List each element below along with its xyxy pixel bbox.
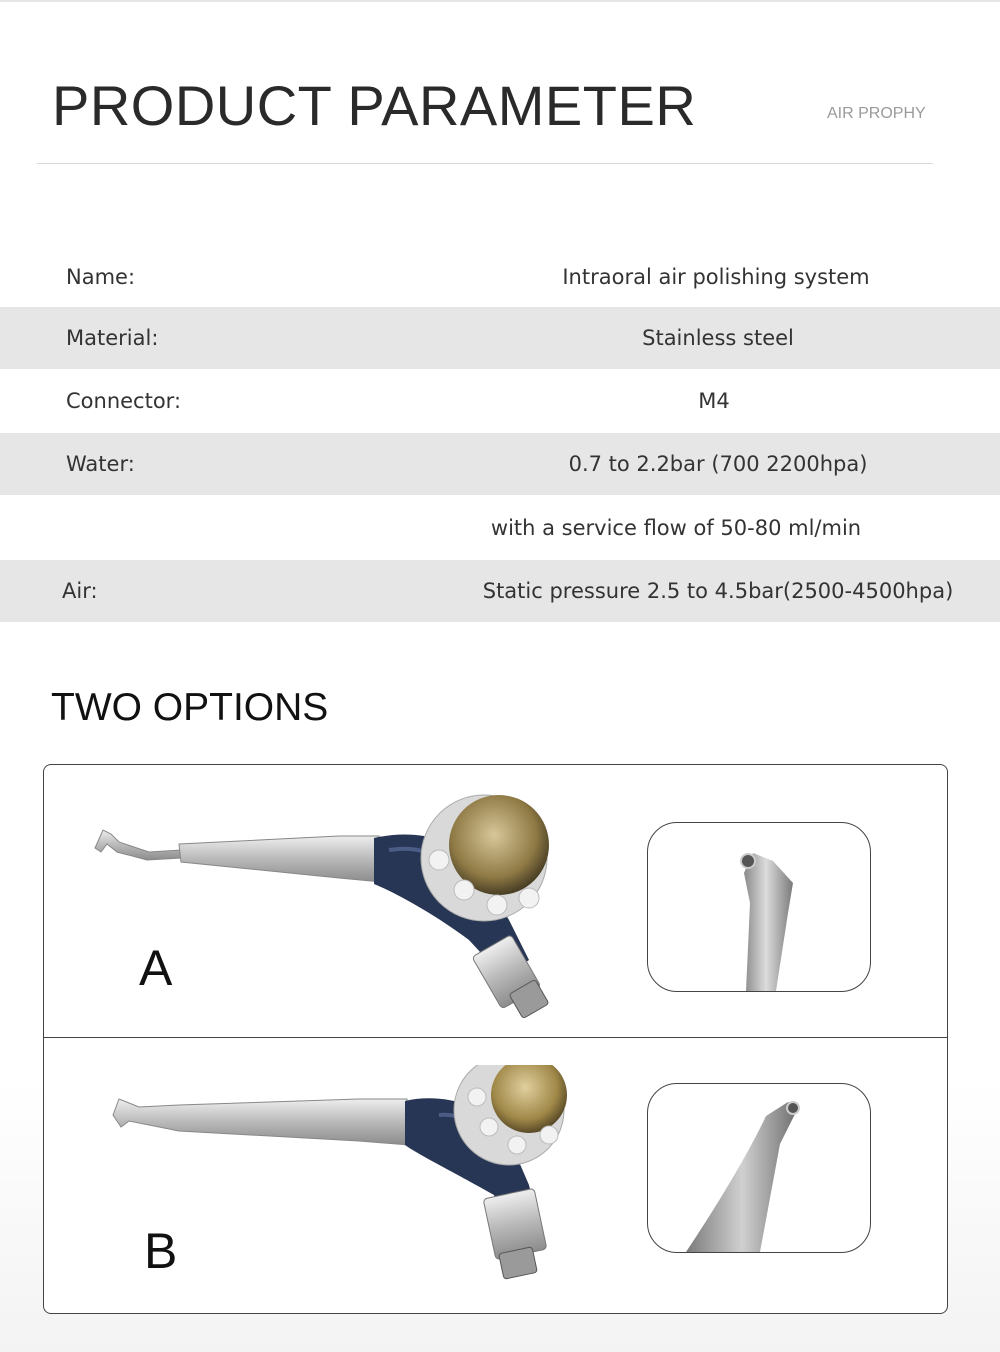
param-row-connector [0,370,1000,432]
param-label: Material: [66,326,159,350]
param-value: Stainless steel [642,326,794,350]
options-divider [44,1037,947,1038]
param-value: Intraoral air polishing system [562,265,870,289]
air-polisher-handpiece-b-icon [109,1065,569,1280]
param-row-material [0,307,1000,369]
param-label: Water: [66,452,135,476]
tip-a-closeup-icon [648,823,870,991]
option-b-tip-closeup [647,1083,871,1253]
param-label: Air: [62,579,98,603]
page-subtitle: AIR PROPHY [827,105,926,122]
option-a-tip-closeup [647,822,871,992]
title-divider [37,163,933,164]
param-value: with a service flow of 50-80 ml/min [490,516,862,540]
param-value: Static pressure 2.5 to 4.5bar(2500-4500hpa) [482,579,954,603]
option-letter-a: A [139,940,173,996]
param-value: M4 [698,389,730,413]
param-row-air [0,560,1000,622]
options-panel [43,764,948,1314]
param-row-water-flow [0,497,1000,559]
param-label: Name: [66,265,136,289]
param-row-water [0,433,1000,495]
top-rule [0,0,1000,2]
param-label: Connector: [66,389,182,413]
param-row-name [0,246,1000,308]
tip-b-closeup-icon [648,1084,870,1252]
section-title: TWO OPTIONS [51,686,329,729]
page-title: PRODUCT PARAMETER [52,74,697,137]
option-letter-b: B [144,1223,178,1279]
param-value: 0.7 to 2.2bar (700 2200hpa) [568,452,868,476]
